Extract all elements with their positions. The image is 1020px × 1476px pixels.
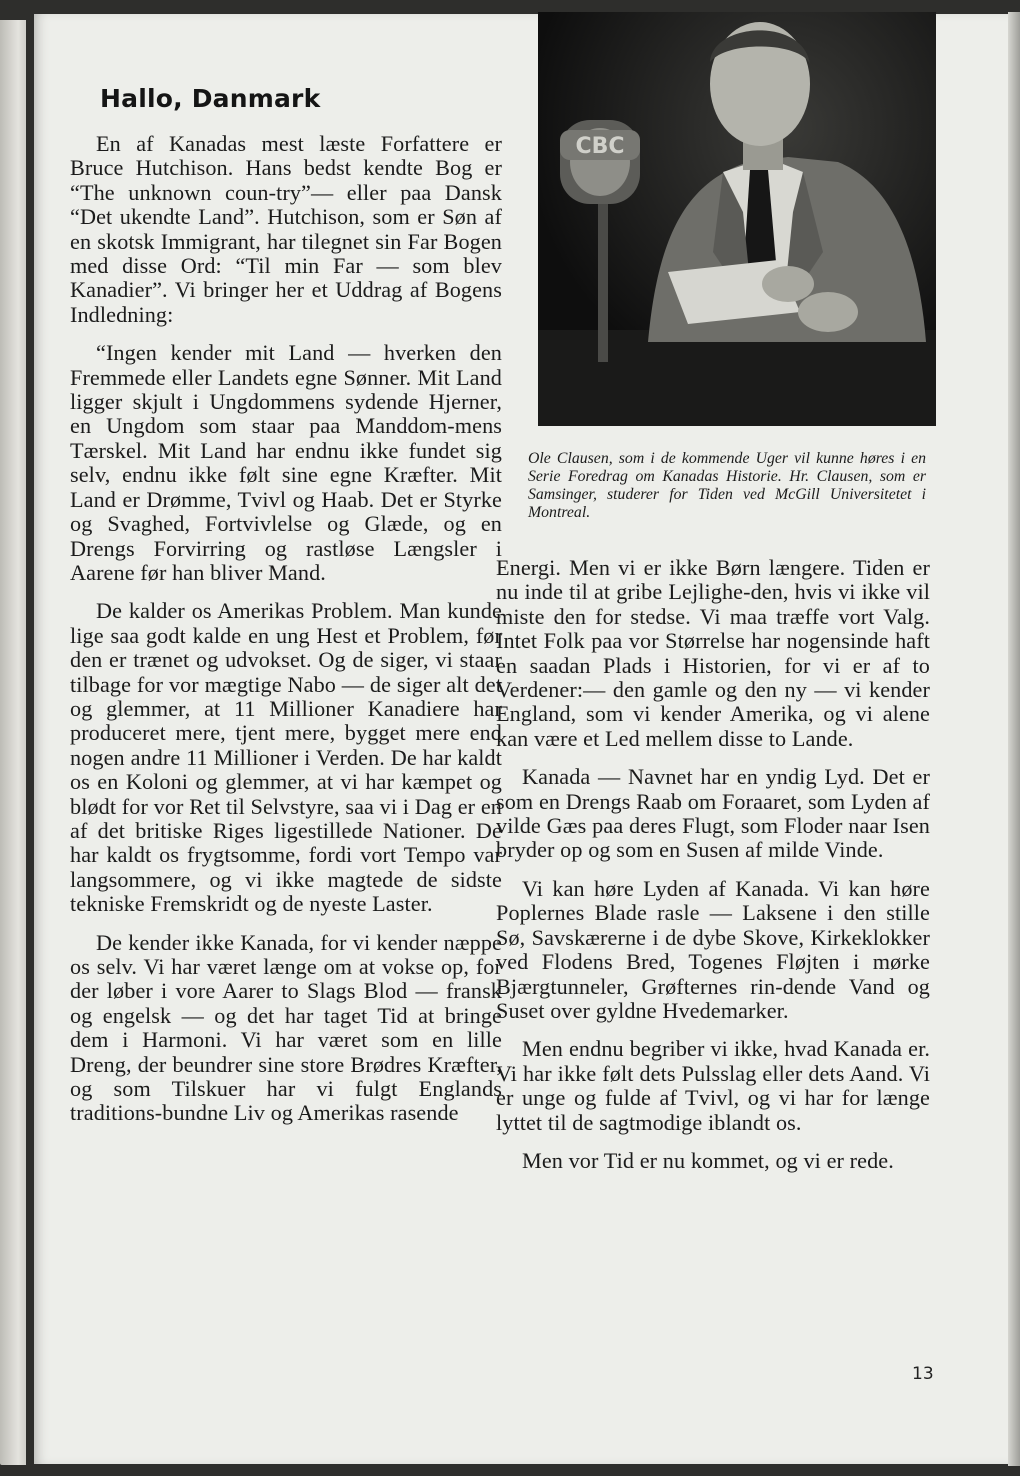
article-paragraph: Men vor Tid er nu kommet, og vi er rede. (522, 1147, 894, 1173)
article-column-left (70, 132, 502, 1126)
article-paragraph: Kanada — Navnet har en yndig Lyd. Det er som en Drengs Raab om Foraaret, som Lyden af vilde Gæs paa deres Flugt, som Floder naar Isen bryder op og som en Susen af milde Vinde. (496, 764, 930, 863)
article-paragraph: Energi. Men vi er ikke Børn længere. Tiden er nu inde til at gribe Lejlighe-den, hvis vi ikke vil miste den for stedse. Vi maa træffe vort Valg. Intet Folk paa vor Størrelse har nogensinde haft en saadan Plads i Historien, for vi er af to Verdener:— den gamle og den ny — vi kender England, som vi kender Amerika, og vi alene kan være et Led mellem disse to Lande. (496, 555, 930, 751)
article-column-right (496, 556, 930, 1173)
page-stack-edge (1008, 12, 1020, 1466)
page-number: 13 (912, 1364, 934, 1384)
previous-page-edge (0, 20, 26, 1465)
article-paragraph: De kalder os Amerikas Problem. Man kunde lige saa godt kalde en ung Hest et Problem, før den er trænet og udvokset. Og de siger, vi staar tilbage for vor mægtige Nabo — de siger alt det og glemmer, at 11 Millioner Kanadiere har produceret mere, tjent mere, bygget mere end nogen andre 11 Millioner i Verden. De har kaldt os en Koloni og glemmer, at vi har kæmpet og blødt for vor Ret til Selvstyre, saa vi i Dag er en af det britiske Riges ligestillede Nationer. De har kaldt os frygtsomme, fordi vort Tempo var langsommere, og vi ikke magtede de sidste tekniske Fremskridt og de nyeste Laster. (70, 598, 502, 917)
portrait-photo (538, 12, 936, 426)
broadcaster-illustration (538, 12, 936, 426)
photo-caption: Ole Clausen, som i de kommende Uger vil kunne høres i en Serie Foredrag om Kanadas Historie. Hr. Clausen, som er Samsinger, studerer for Tiden ved McGill Universitetet i Montreal. (528, 450, 926, 521)
article-paragraph: En af Kanadas mest læste Forfattere er Bruce Hutchison. Hans bedst kendte Bog er “The unknown coun-try”— eller paa Dansk “Det ukendte Land”. Hutchison, som er Søn af en skotsk Immigrant, har tilegnet sin Far Bogen med disse Ord: “Til min Far — som blev Kanadier”. Vi bringer her et Uddrag af Bogens Indledning: (70, 131, 502, 327)
article-paragraph: Vi kan høre Lyden af Kanada. Vi kan høre Poplernes Blade rasle — Laksene i den stille Sø, Savskærerne i de dybe Skove, Kirkeklokker ved Flodens Bred, Togenes Fløjten i mørke Bjærgtunneler, Grøfternes rin-dende Vand og Suset over gyldne Hvedemarker. (496, 875, 930, 1023)
microphone-label: CBC (575, 134, 625, 159)
article-paragraph: De kender ikke Kanada, for vi kender næppe os selv. Vi har været længe om at vokse op, for der løber i vore Aarer to Slags Blod — fransk og engelsk — og det har taget Tid at bringe dem i Harmoni. Vi har været som en lille Dreng, der beundrer sine store Brødres Kræfter, og som Tilskuer har vi fulgt Englands traditions-bundne Liv og Amerikas rasende (70, 929, 502, 1126)
article-paragraph: “Ingen kender mit Land — hverken den Fremmede eller Landets egne Sønner. Mit Land ligger skjult i Ungdommens sydende Hjerner, en Ungdom som staar paa Manddom-mens Tærskel. Mit Land har endnu ikke fundet sig selv, endnu ikke følt sine egne Kræfter. Mit Land er Drømme, Tvivl og Haab. Det er Styrke og Svaghed, Fortvivlelse og Glæde, og en Drengs Forvirring og rastløse Længsler i Aarene før han bliver Mand. (70, 340, 502, 585)
article-title: Hallo, Danmark (100, 84, 321, 113)
article-paragraph: Men endnu begriber vi ikke, hvad Kanada er. Vi har ikke følt dets Pulsslag eller dets Aand. Vi er unge og fulde af Tvivl, og vi har for længe lyttet til de sagtmodige iblandt os. (496, 1036, 930, 1135)
